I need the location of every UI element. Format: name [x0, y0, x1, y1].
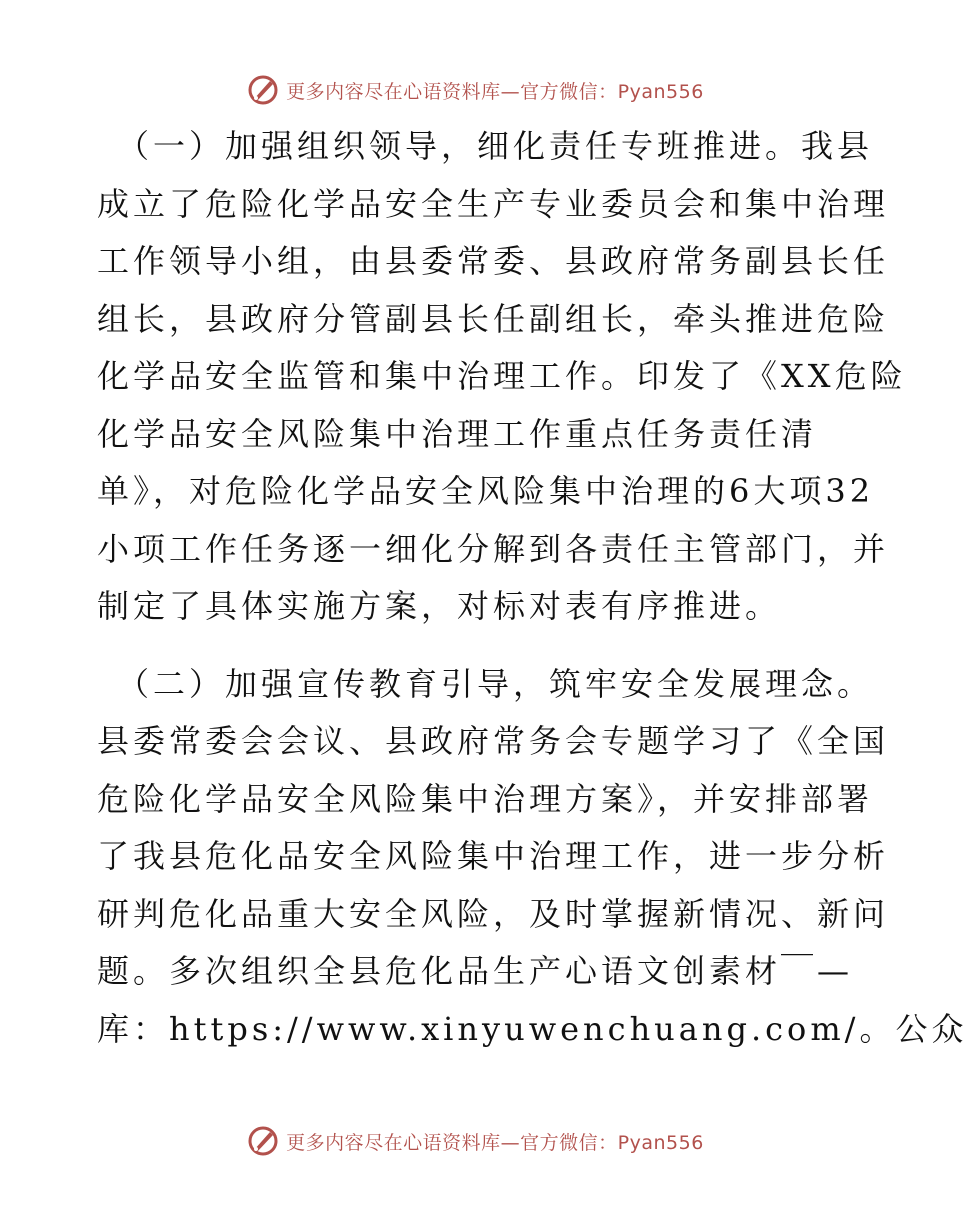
- watermark-text: 更多内容尽在心语资料库—官方微信：Pyan556: [286, 1131, 704, 1154]
- text-line: 单》，对危险化学品安全风险集中治理的6大项32: [97, 472, 875, 510]
- text-line: 工作领导小组，由县委常委、县政府常务副县长任: [97, 242, 890, 280]
- text-line: 了我县危化品安全风险集中治理工作，进一步分析: [97, 837, 890, 875]
- text-line: 库：https://www.xinyuwenchuang.com/。公众: [97, 1009, 967, 1048]
- text-line: 成立了危险化学品安全生产专业委员会和集中治理: [97, 184, 890, 223]
- text-line: 题。多次组织全县危化品生产心语文创素材￣—: [97, 952, 854, 990]
- text-line: 县委常委会会议、县政府常务会专题学习了《全国: [97, 722, 890, 760]
- text-line: 危险化学品安全风险集中治理方案》，并安排部署: [97, 779, 874, 818]
- pen-logo-icon: [246, 73, 280, 107]
- document-body: [97, 118, 967, 1078]
- text-line: （二）加强宣传教育引导，筑牢安全发展理念。: [117, 664, 874, 703]
- text-line: 小项工作任务逐一细化分解到各责任主管部门，并: [97, 529, 890, 568]
- paragraph-2: [97, 656, 967, 1059]
- watermark-footer: [0, 1121, 950, 1161]
- text-line: 研判危化品重大安全风险，及时掌握新情况、新问: [97, 894, 890, 933]
- text-line: 化学品安全风险集中治理工作重点任务责任清: [97, 414, 818, 453]
- text-line: （一）加强组织领导，细化责任专班推进。我县: [117, 127, 874, 165]
- pen-logo-icon: [246, 1124, 280, 1158]
- text-line: 化学品安全监管和集中治理工作。印发了《XX危险: [97, 357, 907, 395]
- watermark-text: 更多内容尽在心语资料库—官方微信：Pyan556: [286, 80, 704, 103]
- text-line: 组长，县政府分管副县长任副组长，牵头推进危险: [97, 299, 890, 338]
- text-line: 制定了具体实施方案，对标对表有序推进。: [97, 587, 782, 625]
- paragraph-1: [97, 118, 907, 636]
- watermark-header: [0, 70, 950, 110]
